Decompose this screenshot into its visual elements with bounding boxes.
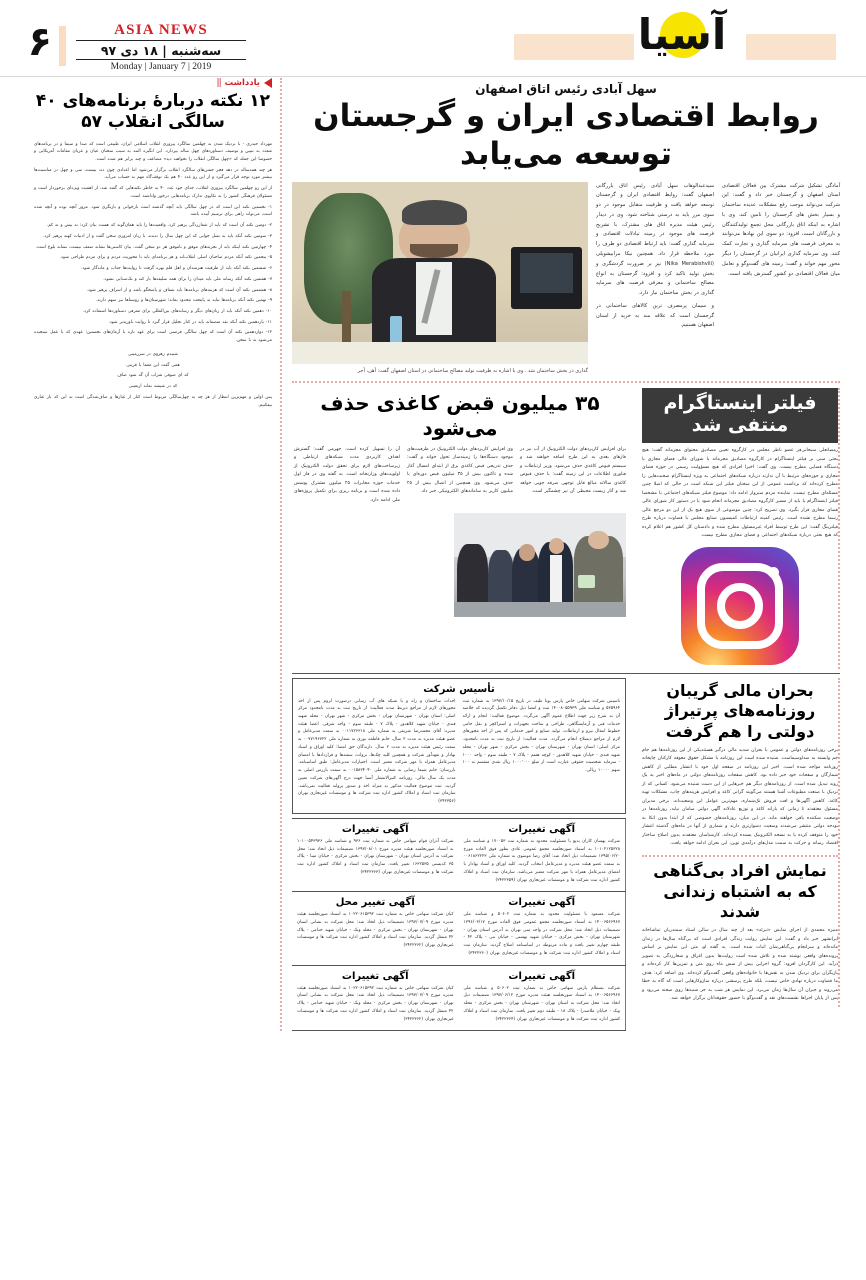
note-headline: ۱۲ نکته دربارهٔ برنامه‌های ۴۰ سالگی انقلاب ۵۷ <box>35 91 271 133</box>
lead-body-col1: آمادگی تشکیل شرکت مشترک بین فعالان اقتصادی استان اصفهان و گرجستان خبر داد و گفت: این شرکت می‌تواند موجب رفع مشکلات عدیده ساختمان و بسیار بخش های گرجستان را تامین کند. وی با اشاره به اینکه اتاق بازرگانی محل تجمع تولیدکنندگان و بازرگانان است، افزود: دو سوی این نهادها می‌توانند به معرفی فرصت های سرمایه گذاری و تجارت کمک کنند. وی سرمایه گذاری ایرانیان در گرجستان را دیگر محور مهم خواند و گفت: زمینه های گفت‌وگو و تعامل میان فعالان اقتصادی دو کشور گسترش یافته است. <box>722 182 840 277</box>
ad-row-2 <box>292 892 626 965</box>
play-triangle-icon <box>264 78 272 88</box>
note-paragraph: ۷- هفتمین نکته آنکه رسانه ملی باید میدان را برای همه سلیقه‌ها باز کند و تک‌صدایی نشود. <box>103 276 272 282</box>
classified-section <box>292 678 626 1032</box>
ad-row-1 <box>292 818 626 892</box>
note-label-row <box>34 78 272 88</box>
culture-column <box>634 678 840 1007</box>
theatre-headline: نمایش افراد بی‌گناهی که به اشتباه زندانی شدند <box>653 860 827 922</box>
ad-box-4-text: کیان شرکت سهامی خاص به شماره ثبت ۱۰۲۲۰۶۱۵۳۹۲ به استناد صورتجلسه هیئت مدیره مورخ ۱۳۹۷/۰۷/۰۹ تصمیمات ذیل اتخاذ شد: محل شرکت به نشانی استان تهران - شهرستان تهران - بخش مرکزی - محله ونک - خیابان شهید خدامی - پلاک ۴۲ منتقل گردید. سازمان ثبت اسناد و املاک کشور اداره ثبت شرکت ها و موسسات غیرتجاری تهران (۳۴۲۲۳۶۲) <box>297 912 454 949</box>
ad-box-3-title: آگهی تغییرات <box>508 897 576 909</box>
bills-headline: ۳۵ میلیون قبض کاغذی حذف می‌شود <box>320 390 600 440</box>
ad-box-4 <box>292 892 459 964</box>
ad-box-2-title: آگهی تغییرات <box>341 823 409 835</box>
note-paragraph: ۱۲- دوازدهمین نکته آن است که چهل سالگی فرصتی است برای عهد تازه با آرمان‌های نخستین؛ عهدی که با عمل سنجیده می‌شود نه با سخن. <box>34 330 272 344</box>
note-paragraph: مهرداد حیدری - با نزدیک شدن به چهلمین سالگرد پیروزی انقلاب اسلامی ایران، طبیعی است که صدا و سیما و در برنامه‌های متعدد به تبیین و توصیف دستاوردهای چهل ساله بپردازد. این انگیزه البته به سبب سخنان عیان و عریان مقامات آمریکایی و خصوصا این جمله که «چهل سالگی انقلاب را نخواهند دید» مضاعف و چند برابر هم شده است. <box>34 141 272 162</box>
third-band <box>292 678 840 1032</box>
note-label: یادداشت <box>224 78 260 88</box>
instagram-banner-headline: فیلتر اینستاگرام منتفی شد <box>642 388 838 444</box>
founding-ad <box>292 678 626 814</box>
ad-box-1 <box>459 819 627 891</box>
bills-story <box>292 388 626 617</box>
bills-body-col1: برای افزایش کاربردهای دولت الکترونیک از آب نیز در فازهای بعدی به این طرح اضافه خواهند شد و سیستم قبوض کاغذی حذف می‌شود. وزیر ارتباطات و فناوری اطلاعات در این زمینه گفت: با حذف قبوض کاغذی سالانه مبالغ قابل توجهی صرفه جویی خواهد شد و آثار زیست محیطی آن نیز چشمگیر است. <box>520 446 626 495</box>
poem-line: که در شیشه بماند اربعینی <box>128 384 178 390</box>
ad-box-5b <box>292 966 459 1031</box>
instagram-story <box>634 388 840 669</box>
note-paragraph: هر چند همه‌ساله در دهه فجر جشن‌های سالگرد انقلاب برگزار می‌شود اما اعدادی چون ده، بیست، سی و چهل در مناسبت‌ها بیشتر مورد توجه قرار می‌گیرد و از این رو عدد ۴۰ هم یک توقف‌گاه مهم به حساب می‌آید. <box>34 167 272 181</box>
founding-ad-col-left: احداث ساختمان و راه و یا شبکه های آب رسانی درصورت لزوم پس از اخذ مجوزهای لازم از مراجع ذیربط مدت فعالیت: از تاریخ ثبت به مدت نامحدود مرکز اصلی: استان تهران - شهرستان تهران - بخش مرکزی - شهر تهران - محله شهید قندی - خیابان شهید کلاهدوز - پلاک ۷ - طبقه سوم - واحد شرقی. اعضا هیئت مدیره: آقای محمدرضا شریفی به شماره ملی ۰۰۱۱۷۲۶۳۱۸ به سمت مدیرعامل و عضو هیئت مدیره به مدت ۲ سال، خانم فاطمه نوری به شماره ملی ۰۰۷۷۱۹۶۷۲۲ به سمت رئیس هیئت مدیره به مدت ۲ سال. دارندگان حق امضا: کلیه اوراق و اسناد بهادار و تعهدآور شرکت و همچنین کلیه چک‌ها، بروات، سفته‌ها و قراردادها با امضای مدیرعامل همراه با مهر شرکت معتبر است. اختیارات مدیرعامل: طبق اساسنامه. بازرسان: خانم شیما رضایی به شماره ملی ۰۰۱۵۸۳۴۰۴۰ به سمت بازرس اصلی به مدت یک سال مالی. روزنامه کثیرالانتشار آسیا جهت درج آگهی‌های شرکت تعیین گردید. ثبت موضوع فعالیت مذکور به منزله اخذ و صدور پروانه فعالیت نمی‌باشد. سازمان ثبت اسناد و املاک کشور اداره ثبت شرکت ها و موسسات غیرتجاری تهران (۳۴۲۳۵۶) <box>298 698 456 805</box>
page-body <box>0 78 866 1031</box>
divider-culture <box>642 855 838 857</box>
ad-box-5-text: شرکت بسطام پارس سهامی خاص به شماره ثبت ۵۰۶۰۲ و شناسه ملی ۱۴۰۰۶۵۶۶۹۶۷ به استناد صورتجلسه هیئت مدیره مورخ ۱۳۹۷/۰۶/۱۲ تصمیمات ذیل اتخاذ شد: محل شرکت به استان تهران - شهرستان تهران - بخش مرکزی - محله ونک - خیابان ملاصدرا - پلاک ۱۸ - طبقه دوم تغییر یافت. سازمان ثبت اسناد و املاک کشور اداره ثبت شرکت ها و موسسات غیرتجاری تهران (۳۴۲۲۳۶۴) <box>463 985 620 1022</box>
note-column <box>26 78 282 1031</box>
note-paragraph: ۲- دومین نکته آن است که باید از شعارزدگی پرهیز کرد. واقعیت‌ها را باید همان‌گونه که هست بیان کرد؛ نه بیش و نه کم. <box>46 223 272 229</box>
note-paragraph: ۹- نهمین نکته آنکه برنامه‌ها نباید به پایتخت محدود بماند؛ شهرستان‌ها و روستاها نیز سهم دارند. <box>95 298 272 304</box>
divider-before-classifieds <box>292 673 840 674</box>
lead-story <box>292 82 840 376</box>
lead-headline: روابط اقتصادی ایران و گرجستان توسعه می‌یابد <box>313 98 819 172</box>
lead-body-col2: سیدعبدالوهاب سهل آبادی رئیس اتاق بازرگانی اصفهان گفت: روابط اقتصادی ایران و گرجستان توسعه خواهد یافت و ظرفیت متقابل موجود در دو سوی مرز باید به درستی شناخته شود. وی در دیدار رئیس هیئت مدیره اتاق های مشترک، با تشریح فرصت های موجود در زمینه تبادلات اقتصادی و سرمایه گذاری گفت: باید ارتباط اقتصادی دو طرف را مورد ملاحظه قرار داد. همچنین نیکا مرابیشویلی (Nika Merabishvili) نیز بر ضرورت گردشگری و بخش تولید تاکید کرد و افزود: گرجستان به انواع مصالح ساختمانی و معرفی فرصت های سرمایه گذاری در بخش ساختمان نیاز دارد. و سیمان پرمصرف ترین کالاهای ساختمانی در گرجستان است که علاقه مند به خرید از استان اصفهان هستیم. <box>596 182 714 329</box>
ad-box-2 <box>292 819 459 891</box>
divider-after-lead <box>292 381 840 383</box>
nameplate <box>76 22 246 72</box>
note-paragraph: ۴- چهارمین نکته اینکه باید از تجربه‌های موفق و ناموفق هر دو سخن گفت. بیان کاستی‌ها نشانه ضعف نیست، نشانه بلوغ است. <box>35 244 272 250</box>
note-paragraph: ۱- نخستین نکته این است که در چهل سالگی باید آنچه گذشته است بازخوانی و بازنگری شود. مرور آنچه بوده و آنچه شده است، می‌تواند راهی برای ترسیم آینده باشد. <box>34 204 272 218</box>
masthead-divider <box>0 76 866 77</box>
note-paragraph: ۸- هشتمین نکته آن است که هزینه‌های برنامه‌ها باید شفاف و پاسخگو باشد و از اسراف پرهیز شود. <box>86 287 272 293</box>
page-number: ۶ <box>27 19 52 65</box>
brand-name-en: ASIA NEWS <box>76 22 246 41</box>
instagram-lens-icon <box>717 583 763 629</box>
poem-line: شنیدم رهروی در سرزمینی <box>128 351 178 357</box>
instagram-body: رمضانعلی سبحانی‌فر عضو ناظر مجلس در کارگروه تعیین مصادیق محتوای مجرمانه گفت: هیچ بحثی مبنی بر فیلتر اینستاگرام در کارگروه مصادیق مجرمانه یا شورای عالی فضای مجازی یا دستگاه قضایی مطرح نیست. وی گفت: اخیرا افرادی که هیچ مسؤولیت رسمی در حوزه فضای مجازی و حوزه‌های مرتبط با آن ندارند درباره شبکه‌های اجتماعی به ویژه اینستاگرام صحبت‌هایی را مطرح کرده‌اند که برداشت عمومی از این سخنان فیلتر این شبکه است در حالی که اصلا چنین مسئله‌ای مطرح نیست. نماینده مردم سبزوار ادامه داد: موضوع فیلتر شبکه‌های اجتماعی یا مشخصا فیلتر اینستاگرام یا باید از مسیر کارگروه مصادیق مجرمانه انجام شود یا در دستور کار شورای عالی فضای مجازی قرار بگیرد. وی تصریح کرد: چنین موضوعی از سوی هیچ یک از این دو مرجع عالی رسما مطرح نشده است. رئیس کمیته ارتباطات کمیسیون صنایع مجلس با قضاوت درباره طرح فیلترینگ گفت: این طرح توسط افراد غیرمسئول مطرح شده و دادستان کل کشور هم اعلام کرده که هیچ بحثی درباره شبکه‌های اجتماعی و فضای مجازی مطرح نیست. <box>642 448 838 539</box>
ad-box-1-text: شرکت بهسان کاران بدیع با مسئولیت محدود به شماره ثبت ۱۷۰۰۵۳ و شناسه ملی ۱۰۱۰۲۱۲۵۳۲۸ به استناد صورتجلسه مجمع عمومی عادی بطور فوق العاده مورخ ۱۳۹۵/۰۶/۲۰ تصمیمات ذیل اتخاذ شد: آقای رضا موسوی به شماره ملی ۰۰۶۱۸۶۲۲۲۳ به سمت عضو هیئت مدیره و مدیرعامل انتخاب گردید. کلیه اوراق و اسناد بهادار با امضای مدیرعامل همراه با مهر شرکت معتبر می‌باشد. سازمان ثبت اسناد و املاک کشور اداره ثبت شرکت ها و موسسات غیرتجاری تهران (۳۴۲۲۳۵۹) <box>463 838 620 883</box>
founding-ad-title: تأسیس شرکت <box>423 683 495 695</box>
poem-line: که ای صوفی شراب آن گه شود صاف <box>117 373 189 379</box>
note-paragraph: از این رو چهلمین سالگرد پیروزی انقلاب، جدای خود عدد ۴۰ به خاطر نکته‌هایی که گفته شد، از اهمیت ویژه‌ای برخوردار است و مسئولان فرهنگی کشور را به تکاپوی تدارک برنامه‌هایی درخور واداشته است. <box>34 186 272 199</box>
ad-box-3 <box>459 892 627 964</box>
asia-logo <box>608 6 758 68</box>
instagram-logo <box>681 547 799 665</box>
poem-line: همی گفت این معما با قرینی <box>126 362 180 368</box>
ad-row-3 <box>292 966 626 1032</box>
note-paragraph: ۱۱- یازدهمین نکته آنکه نقد منصفانه باید در کنار تجلیل قرار گیرد تا روایت باورپذیر شود. <box>108 319 272 325</box>
theatre-body: منیژه محمدی از اجرای نمایش «تبرئه» بعد از چند سال در سالن استاد سمندریان تماشاخانه ایرانشهر خبر داد و گفت: این نمایش روایت زندگی افرادی است که بی‌گناه سال‌ها در زندان مانده‌اند و سرانجام بی‌گناهی‌شان اثبات شده است. به گفته او، متن این نمایش بر اساس پرونده‌های واقعی نوشته شده و تلاش شده است روایت‌ها بدون اغراق و شعارزدگی به تصویر درآید. این کارگردان افزود: گروه اجرایی بیش از شش ماه روی متن و تمرین‌ها کار کرده‌اند و بازیگران برای نزدیک شدن به نقش‌ها با خانواده‌های واقعی گفت‌وگو کرده‌اند. وی اضافه کرد: هدف ما قضاوت درباره نهادی خاص نیست، بلکه طرح پرسشی درباره سازوکارهایی است که گاه به خطا می‌روند و جبران آن سال‌ها زمان می‌برد. این نمایش هر شب به جز شنبه‌ها روی صحنه می‌رود و پس از پایان اجراها نشست‌های نقد و گفت‌وگو با حضور حقوقدانان برگزار خواهد شد. <box>642 928 838 1002</box>
lead-kicker: سهل آبادی رئیس اتاق اصفهان <box>475 82 657 96</box>
poem-closing: پس اولین و مهم‌ترین انتظار از هر چه به چهل‌سالگی مربوط است کنار از غبارها و صاف‌شدگی است نه این که باز غباری بیفکنیم. <box>34 394 272 408</box>
lead-photo <box>292 182 588 364</box>
press-crisis-body: برخی روزنامه‌های دولتی و عمومی با بحران شدید مالی درگیر هستندیکی از این روزنامه‌ها هم جام جم وابسته به صداوسیماست. شنیده شده است این روزنامه با مشکل حقوق معوقه کارکنان چاپخانه روزنامه مواجه شده است. اخیر این روزنامه در صفحه اول خود با انتشار مطلبی از کاهش شمارگان و صفحات خود خبر داده بود. کاهش صفحات روزنامه‌های دولتی در ماه‌های اخیر به یک روند تبدیل شده است. از روزنامه‌های دیگر هم خبرهایی از این دست شنیده می‌شود. کسانی که از نزدیک با صنعت مطبوعات آشنا هستند می‌گویند گرانی کاغذ و افزایش هزینه‌های چاپ، مشکلات تهیه کاغذ، کاهش آگهی‌ها و افت فروش تک‌شماره، مهم‌ترین عوامل این وضعیت‌اند. برخی مدیران مسئول معتقدند تا زمانی که یارانه کاغذ و توزیع عادلانه آگهی دولتی سامان نیابد، روزنامه‌ها در وضعیت شکننده باقی خواهند ماند. در این میان، روزنامه‌های خصوصی که از ابتدا بدون اتکا به بودجه دولتی منتشر می‌شدند وضعیت دشوارتری دارند و شماری از آنها در ماه‌های گذشته انتشار خود را متوقف کرده یا به نسخه الکترونیک بسنده کرده‌اند. کارشناسان معتقدند بدون اصلاح ساختار اقتصاد رسانه و حرکت به سمت مدل‌های درآمدی نوین، این بحران ادامه خواهد یافت. <box>641 747 838 847</box>
ad-box-5b-title: آگهی تغییرات <box>341 970 409 982</box>
bills-body-col2: وی افزایش کاربردهای دولت الکترونیک در ظرفیت‌های موجود دستگاه‌ها را زمینه‌ساز تحول خواند و گفت: حذف تدریجی قبض کاغذی برق از ابتدای امسال آغاز شده و تاکنون بیش از ۳۵ میلیون قبض دوره‌ای با حذف می‌شود. وی همچنین از اتصال بیش از ۲۵ میلیون کاربر به سامانه‌های الکترونیکی خبر داد. <box>407 446 514 495</box>
bills-photo <box>454 513 626 617</box>
ad-box-2-text: شرکت آذران قوام سهامی خاص به شماره ثبت ۹۳۶ و شناسه ملی ۱۰۱۰۰۵۴۳۹۳۶ به استناد صورتجلسه هیئت مدیره مورخ ۱۳۹۷/۰۸/۰۱ تصمیمات ذیل اتخاذ شد: محل شرکت به آدرس استان تهران - شهرستان تهران - بخش مرکزی - خیابان مینا - پلاک ۳۵ کدپستی ۱۶۳۲۵۳۵ تغییر یافت. سازمان ثبت اسناد و املاک کشور اداره ثبت شرکت ها و موسسات غیرتجاری تهران (۳۴۲۲۳۶۳) <box>297 838 454 875</box>
masthead-accent-bar-left <box>746 34 836 60</box>
press-crisis-headline: بحران مالی گریبان روزنامه‌های پرتیراژ دولتی را هم گرفت <box>664 680 816 742</box>
note-paragraph: ۵- پنجمین نکته آنکه مردم صاحبان اصلی انقلاب‌اند و هر برنامه‌ای باید با محوریت مردم و برای مردم طراحی شود. <box>59 255 272 261</box>
note-paragraph: ۶- ششمین نکته آنکه باید از ظرفیت هنرمندان و اهل قلم بهره گرفت تا روایت‌ها جذاب و ماندگار شود. <box>81 266 272 272</box>
founding-ad-col-right: تاسیس شرکت سهامی خاص پارس یوتا طیف در تاریخ ۱۳۹۷/۱۰/۱۵ به شماره ثبت ۵۳۵۹۶۴ و شناسه ملی ۱۴۰۰۸۰۵۵۹۳۹ ثبت و امضا ذیل دفاتر تکمیل گردیده که خلاصه آن به شرح زیر جهت اطلاع عموم آگهی می‌گردد. موضوع فعالیت: انجام و ارائه خدمات فنی و آزمایشگاهی، طراحی و ساخت تجهیزات و استراکچر و نقل حامی خطوط انتقال نیرو و ارتباطات، تولید صنایع و امور خدماتی که پس از اخذ مجوزهای لازم از مراجع ذیصلاح انجام می‌گردد. مدت فعالیت: از تاریخ ثبت به مدت نامحدود. مرکز اصلی: استان تهران - شهرستان تهران - بخش مرکزی - شهر تهران - محله شهید قندی - خیابان شهید کلاهدوز - کوچه هفتم - پلاک ۷ - طبقه سوم - واحد ۱۰۰۰ - سرمایه شخصیت حقوقی عبارت است از مبلغ ۱۰۰۰٬۰۰۰ ریال نقدی منقسم به ۱۰۰ سهم ۱۰۰۰۰ ریالی. <box>462 698 620 774</box>
ad-box-5b-text: کیان شرکت سهامی خاص به شماره ثبت ۱۰۲۲۰۶۱۵۳۹۲ به استناد صورتجلسه هیئت مدیره مورخ ۱۳۹۷/۰۷/۰۹ تصمیمات ذیل اتخاذ شد: محل شرکت به نشانی استان تهران - شهرستان تهران - بخش مرکزی - محله ونک - خیابان شهید خدامی - پلاک ۴۲ منتقل گردید. سازمان ثبت اسناد و املاک کشور اداره ثبت شرکت ها و موسسات غیرتجاری تهران (۳۴۲۲۳۶۲) <box>297 985 454 1022</box>
bills-body-col3: آن را تسهیل کرده است. جهرمی گفت: گسترش اهداف کاربردی مدت شبکه‌های ارتباطی و زیرساخت‌های لازم برای تحقق دولت الکترونیک از اولویت‌های وزارتخانه است. به گفته وی در فاز اول خدمات حوزه مخابرات ۲۵ میلیون مشترک پوشش داده شده است و برنامه ریزی برای تکمیل پروژه‌های ملی ادامه دارد. <box>294 446 400 503</box>
issue-date-en: Monday | January 7 | 2019 <box>110 62 212 72</box>
note-label-bars: || <box>216 78 221 88</box>
note-poem <box>34 351 272 409</box>
note-body <box>34 141 272 345</box>
main-section <box>282 78 840 1031</box>
ad-box-5 <box>459 966 627 1031</box>
instagram-dot-icon <box>768 567 779 578</box>
ad-box-4-title: آگهی تغییر محل <box>335 897 415 909</box>
note-paragraph: ۱۰- دهمین نکته آنکه باید از زبان‌های دیگر و رسانه‌های بین‌المللی برای معرفی دستاوردها استفاده کرد. <box>82 308 272 314</box>
masthead <box>0 0 866 78</box>
ad-box-1-title: آگهی تغییرات <box>508 823 576 835</box>
issue-date-fa: سه‌شنبه | ۱۸ دی ۹۷ <box>76 41 246 60</box>
note-paragraph: ۳- سومین نکته آنکه باید به نسل جوانی که این چهل سال را ندیده، با زبان امروزی سخن گفت و از ادبیات کهنه پرهیز کرد. <box>42 233 272 239</box>
page-number-accent <box>59 26 66 66</box>
lead-photo-caption: گذاری در بخش ساختمان شد . وی با اشاره به ظرفیت تولید مصالح ساختمانی در استان اصفهان گفت: آهن، آجر <box>357 367 588 374</box>
asia-logo-script: آسیا <box>637 10 727 59</box>
ad-box-3-text: شرکت مسعود با مسئولیت محدود به شماره ثبت ۵۰۶۰۲ و شناسه ملی ۱۴۰۰۶۵۶۶۹۶۷ به استناد صورتجلسه مجمع عمومی فوق العاده مورخ ۱۳۹۶/۰۳/۱۷ تصمیمات ذیل اتخاذ شد: محل شرکت در واحد ثبتی تهران به آدرس استان تهران - شهرستان تهران - بخش مرکزی - خیابان شهید بهشتی - خیابان نبی - پلاک ۴۲ - طبقه چهارم تغییر یافت و ماده مربوطه در اساسنامه اصلاح گردید. سازمان ثبت اسناد و املاک کشور اداره ثبت شرکت ها و موسسات غیرتجاری تهران (۳۴۲۲۳۶۰) <box>463 912 620 956</box>
second-band <box>292 388 840 669</box>
ad-box-5-title: آگهی تغییرات <box>508 970 576 982</box>
